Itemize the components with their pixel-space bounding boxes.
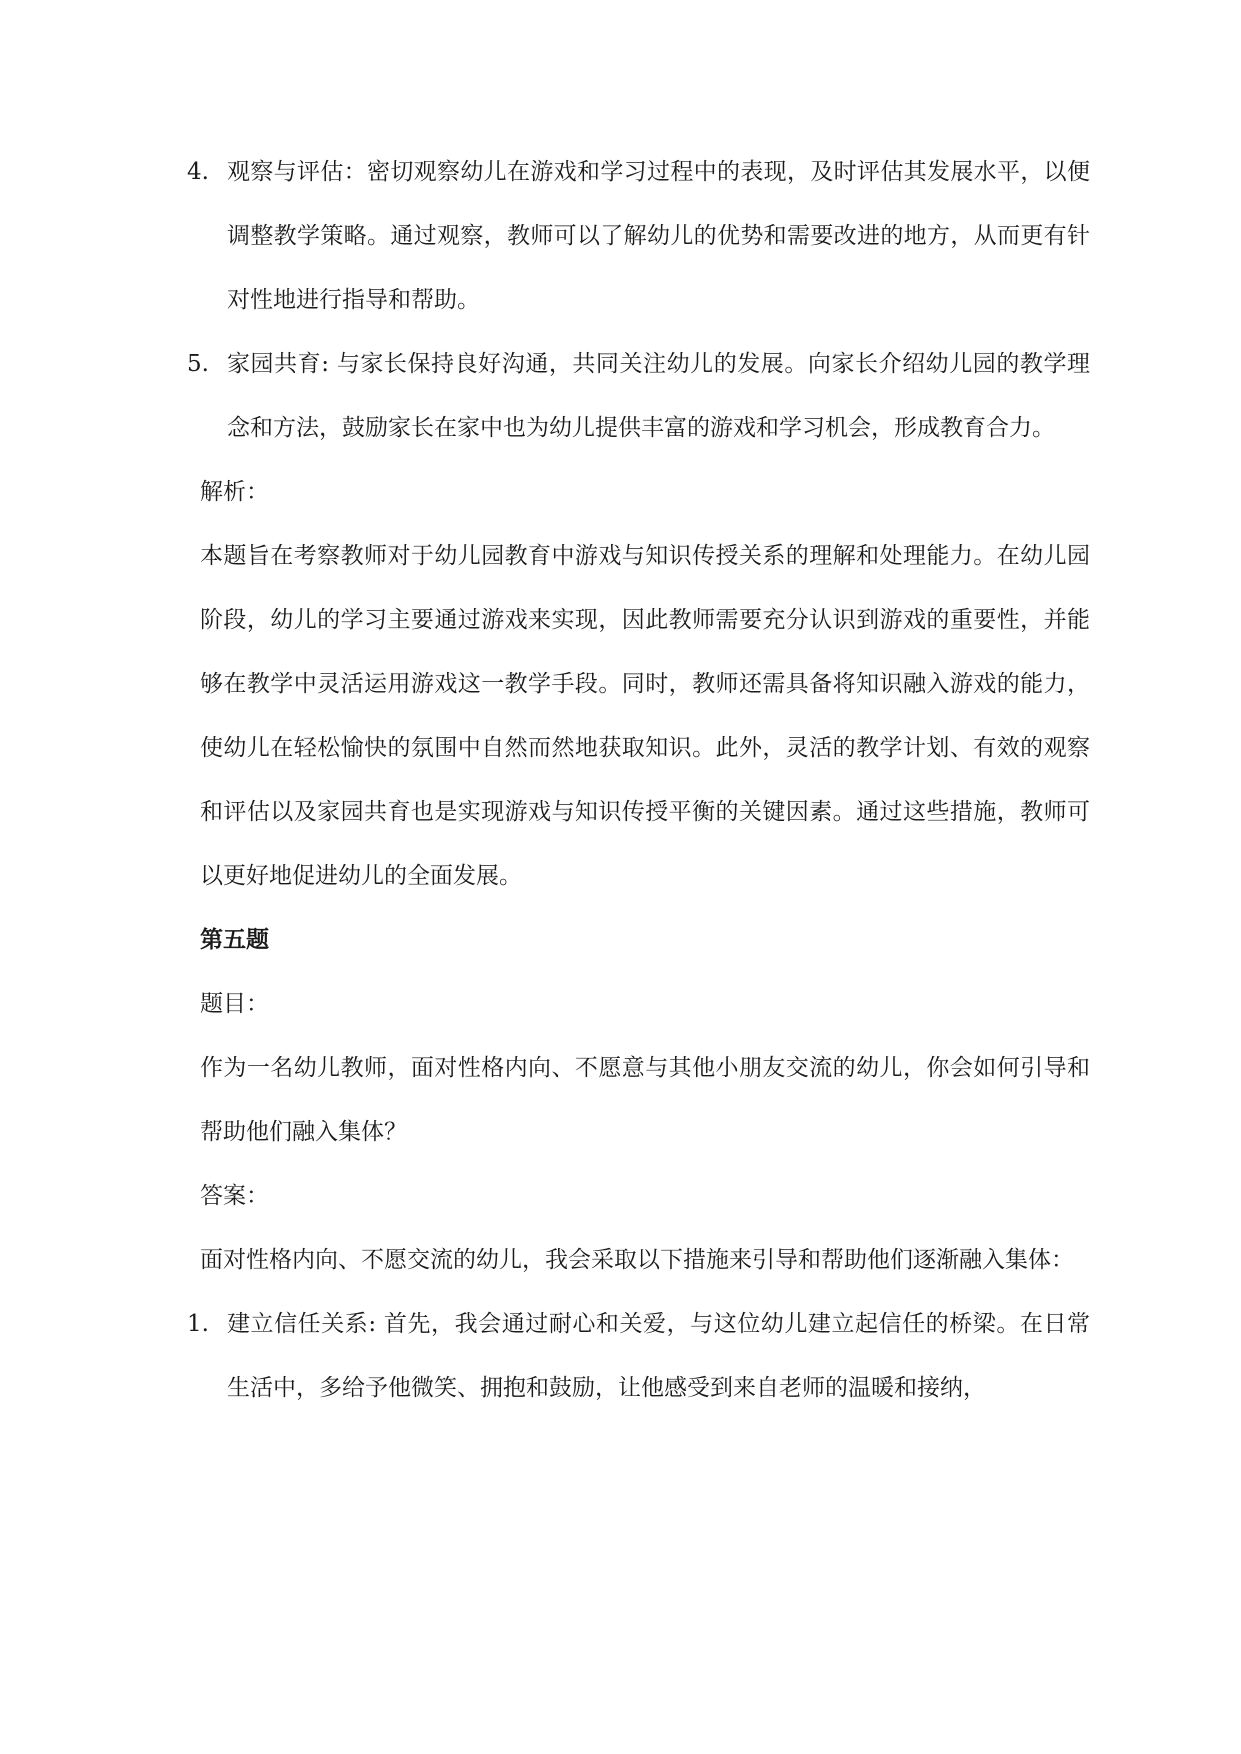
list-item-text: 建立信任关系: 首先，我会通过耐心和关爱，与这位幼儿建立起信任的桥梁。在日常生活中，多给予他微笑、拥抱和鼓励，让他感受到来自老师的温暖和接纳， [227, 1311, 1090, 1401]
list-number: 1. [187, 1311, 209, 1337]
list-item-home-school [187, 332, 1090, 460]
section-heading: 第五题 [200, 926, 269, 953]
answer-intro: 面对性格内向、不愿交流的幼儿，我会采取以下措施来引导和帮助他们逐渐融入集体： [200, 1247, 1074, 1273]
list-number: 5. [187, 351, 209, 377]
list-item-text: 观察与评估：密切观察幼儿在游戏和学习过程中的表现，及时评估其发展水平，以便调整教学策略。通过观察，教师可以了解幼儿的优势和需要改进的地方，从而更有针对性地进行指导和帮助。 [227, 159, 1090, 313]
list-item-observation [187, 140, 1090, 332]
question-text: 作为一名幼儿教师，面对性格内向、不愿意与其他小朋友交流的幼儿，你会如何引导和帮助他们融入集体？ [200, 1055, 1090, 1145]
answer-label: 答案： [200, 1183, 269, 1209]
list-item-trust [187, 1292, 1090, 1420]
list-number: 4. [187, 159, 209, 185]
list-item-text: 家园共育: 与家长保持良好沟通，共同关注幼儿的发展。向家长介绍幼儿园的教学理念和方法，鼓励家长在家中也为幼儿提供丰富的游戏和学习机会，形成教育合力。 [227, 351, 1090, 441]
analysis-text: 本题旨在考察教师对于幼儿园教育中游戏与知识传授关系的理解和处理能力。在幼儿园阶段，幼儿的学习主要通过游戏来实现，因此教师需要充分认识到游戏的重要性，并能够在教学中灵活运用游戏这一教学手段。同时，教师还需具备将知识融入游戏的能力，使幼儿在轻松愉快的氛围中自然而然地获取知识。此外，灵活的教学计划、有效的观察和评估以及家园共育也是实现游戏与知识传授平衡的关键因素。通过这些措施，教师可以更好地促进幼儿的全面发展。 [200, 543, 1090, 889]
analysis-label: 解析： [200, 479, 269, 505]
document-body [187, 140, 1090, 1420]
question-label: 题目： [200, 991, 269, 1017]
